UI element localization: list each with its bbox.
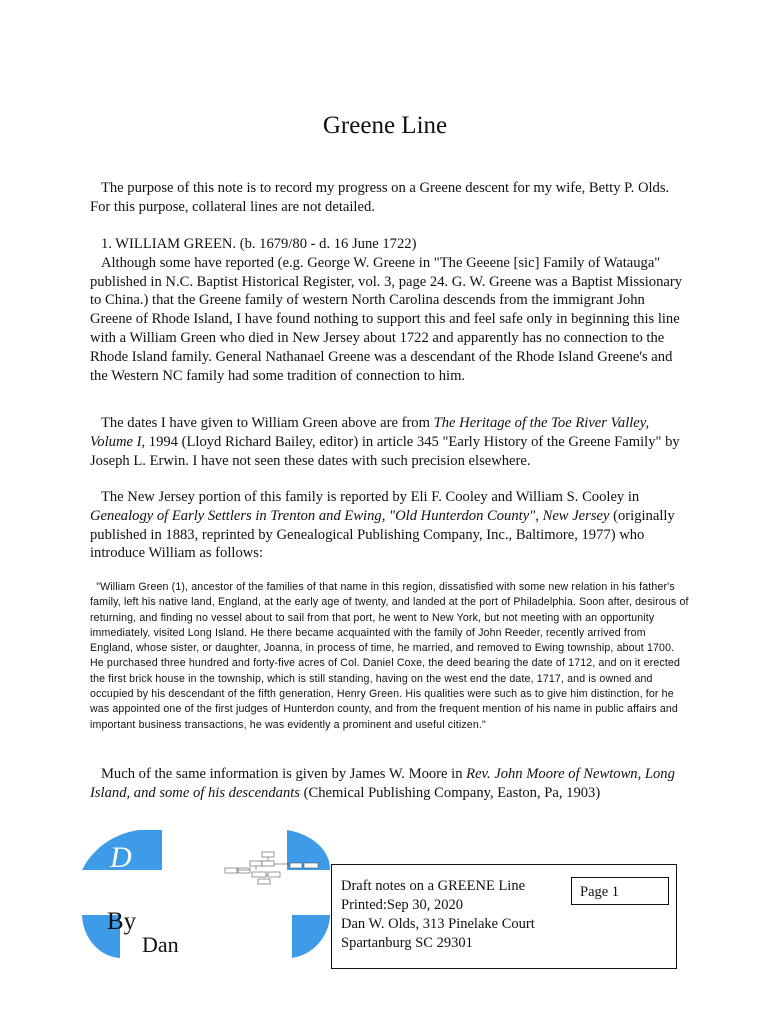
nj-text-pre: The New Jersey portion of this family is reported by Eli F. Cooley and William S. Cooley in	[100, 489, 640, 505]
block-quote	[90, 580, 690, 733]
logo-by-text: By	[107, 908, 137, 935]
nj-text-post: (originally published in 1883, reprinted by Genealogical Publishing Company, Inc., Baltimore, 1977) who introduce William as follows:	[90, 507, 675, 562]
footer-line-4: Spartanburg SC 29301	[341, 935, 473, 951]
item1-heading: 1. WILLIAM GREEN. (b. 1679/80 - d. 16 June 1722)	[100, 236, 417, 252]
footer-line-2: Printed:Sep 30, 2020	[341, 897, 464, 913]
logo-name-text: Dan	[142, 932, 179, 957]
page-title: Greene Line	[322, 112, 448, 139]
logo-arc-bottom-right	[292, 915, 330, 958]
footer-line-1: Draft notes on a GREENE Line	[341, 878, 526, 894]
intro-paragraph	[90, 179, 690, 217]
moore-text-pre: Much of the same information is given by James W. Moore in	[100, 766, 467, 782]
moore-paragraph	[90, 765, 690, 803]
dates-text-pre: The dates I have given to William Green above are from	[100, 415, 434, 431]
item1-body: Although some have reported (e.g. George W. Greene in "The Geeene [sic] Family of Watauga" published in N.C. Baptist Historical Register, vol. 3, page 24. G. W. Greene was a Baptist Missionary to China.) that the Greene family of western North Carolina descends from the immigrant John Greene of Rhode Island, I have found nothing to support this and feel safe only in beginning this line with a William Green who died in New Jersey about 1722 and apparently has no connection to the Rhode Island family. General Nathanael Greene was a descendant of the Rhode Island Greene's and the Western NC family had some tradition of connection to him.	[90, 254, 683, 384]
nj-book-title: Genealogy of Early Settlers in Trenton and Ewing, "Old Hunterdon County", New Jersey	[90, 507, 610, 524]
nj-paragraph	[90, 488, 690, 563]
dates-text-post: , 1994 (Lloyd Richard Bailey, editor) in article 345 "Early History of the Greene Family" by Joseph L. Erwin. I have not seen these dates with such precision elsewhere.	[90, 433, 680, 469]
logo-letter-d: D	[110, 841, 132, 874]
item1-paragraph	[90, 235, 690, 385]
page-number: Page 1	[580, 884, 620, 900]
moore-book-title: Rev. John Moore of Newtown, Long Island, and some of his descendants	[90, 766, 675, 801]
intro-text: The purpose of this note is to record my progress on a Greene descent for my wife, Betty P. Olds. For this purpose, collateral lines are not detailed.	[90, 180, 670, 215]
footer-line-3: Dan W. Olds, 313 Pinelake Court	[341, 916, 535, 932]
footer-info-box	[331, 864, 677, 969]
logo-graphic	[82, 830, 332, 960]
moore-text-post: (Chemical Publishing Company, Easton, Pa, 1903)	[299, 784, 601, 801]
author-logo	[82, 830, 332, 960]
quote-text: "William Green (1), ancestor of the families of that name in this region, dissatisfied with some new relation in his father's family, left his native land, England, at the early age of twenty, and landed at the port of Philadelphia. Soon after, desirous of returning, and finding no vessel about to sail from that port, he went to New York, but not meeting with an opportunity immediately, visited Long Island. He there became acquainted with the family of John Reeder, recently arrived from England, whose sister, or daughter, Joanna, in process of time, he married, and removed to Ewing township, about 1700. He purchased three hundred and forty-five acres of Col. Daniel Coxe, the deed bearing the date of 1712, and on it erected the first brick house in the township, which is still standing, having on the west end the date, 1717, and is owned and occupied by his descendant of the fifth generation, Henry Green. His qualities were such as to give him distinction, for he was appointed one of the first judges of Hunterdon county, and from the frequent mention of his name in public affairs and important business transactions, he was evidently a prominent and useful citizen."	[90, 581, 689, 731]
page-number-box	[571, 877, 669, 905]
dates-paragraph	[90, 414, 690, 470]
dates-book-title: The Heritage of the Toe River Valley, Volume I	[90, 415, 650, 450]
